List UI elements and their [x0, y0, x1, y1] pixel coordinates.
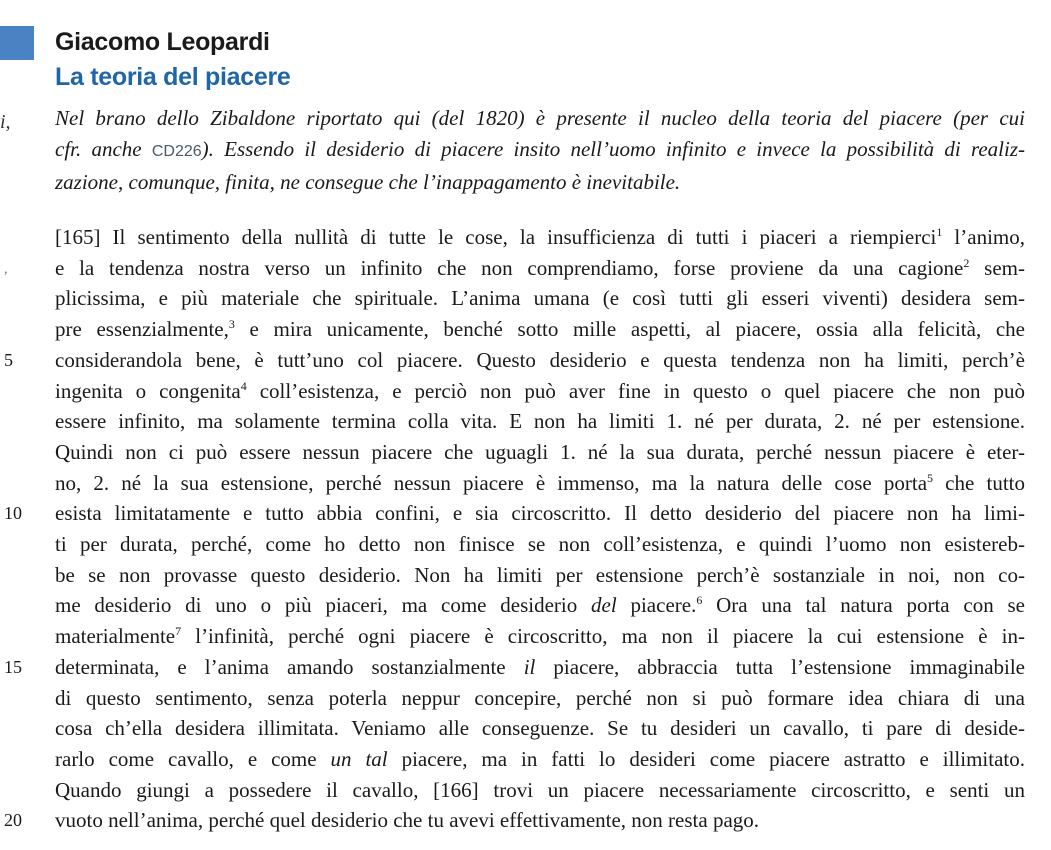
passage-line — [55, 376, 1025, 407]
passage-line — [55, 744, 1025, 775]
margin-mark: i, — [0, 111, 11, 133]
passage-text-segment: Quindi non ci può essere nessun piacere che uguagli 1. né la sua durata, perché nessun piacere è eter- — [55, 439, 1025, 464]
work-reference: Zibaldone — [210, 106, 296, 130]
passage-text-segment: vuoto nell’anima, perché quel desiderio che tu avevi effettivamente, non resta pago. — [55, 808, 760, 833]
passage-text-segment: esista limitatamente e tutto abbia confini, e sia circoscritto. Il detto desiderio del piacere non ha limi- — [55, 501, 1025, 526]
passage-text-segment: no, 2. né la sua estensione, perché nessun piacere è immenso, ma la natura delle cose porta — [55, 470, 928, 495]
margin-dot: , — [4, 262, 8, 277]
passage-line — [4, 652, 1026, 683]
emphasized-text: il — [523, 654, 536, 679]
passage-text-segment: piacere, ma in fatti lo desideri come piacere astratto e illimitato. — [387, 746, 1026, 771]
passage-line — [55, 560, 1025, 591]
passage-line — [4, 345, 1025, 376]
line-number: 20 — [4, 810, 22, 831]
passage-text-segment: che tutto — [933, 470, 1025, 495]
passage-text-segment: piacere, abbraccia tutta l’estensione immaginabile — [535, 654, 1026, 679]
passage-text-segment: ingenita o congenita — [55, 378, 241, 403]
passage-text-segment: di questo sentimento, senza poterla neppur concepire, perché non si può formare idea chiara di una — [55, 685, 1025, 710]
section-marker-square — [0, 26, 34, 60]
intro-line — [55, 167, 1025, 198]
footnote-marker[interactable]: 3 — [228, 317, 235, 332]
passage-line — [55, 283, 1025, 314]
line-number: 5 — [4, 349, 13, 370]
passage-text-segment: ti per durata, perché, come ho detto non finisce se non coll’esistenza, e quindi l’uomo non esistereb- — [55, 532, 1025, 557]
section-title: La teoria del piacere — [55, 63, 291, 91]
footnote-marker[interactable]: 4 — [240, 378, 247, 393]
passage-line — [55, 529, 1025, 560]
passage-text-segment: piacere. — [616, 593, 697, 618]
passage-text-segment: materialmente — [55, 624, 176, 649]
emphasized-text: un tal — [330, 746, 388, 771]
passage-line — [55, 437, 1025, 468]
passage-line — [55, 406, 1025, 437]
cd-reference-link[interactable]: CD226 — [151, 143, 202, 160]
passage-line — [4, 498, 1025, 529]
footnote-marker[interactable]: 7 — [175, 624, 182, 639]
passage-text-segment: plicissima, e più materiale che spirituale. L’anima umana (e così tutti gli esseri viventi) desidera sem- — [55, 286, 1025, 311]
passage-line — [55, 314, 1025, 345]
passage-text-segment: Quando giungi a possedere il cavallo, [166] trovi un piacere necessariamente circoscritto, e senti un — [55, 777, 1025, 802]
intro-text: zazione, comunque, finita, ne consegue che l’inappagamento è inevitabile. — [55, 170, 681, 194]
intro-text: ). Essendo il desiderio di piacere insito nell’uomo infinito e invece la possibilità di realiz- — [201, 137, 1025, 161]
author-heading: Giacomo Leopardi — [55, 28, 270, 56]
passage-line — [55, 713, 1025, 744]
passage-text-segment: pre essenzialmente, — [55, 317, 229, 342]
passage-line — [55, 775, 1025, 806]
passage-text-segment: be se non provasse questo desiderio. Non ha limiti per estensione perch’è sostanziale in noi, non co- — [55, 562, 1025, 587]
passage-line — [55, 683, 1025, 714]
intro-line — [55, 134, 1025, 167]
passage-text-segment: determinata, e l’anima amando sostanzialmente — [55, 654, 524, 679]
line-number: 15 — [4, 656, 22, 677]
intro-text: riportato qui (del 1820) è presente il nucleo della teoria del piacere (per cui — [295, 106, 1026, 130]
passage-text-segment: l’animo, — [942, 225, 1025, 249]
passage-text-segment: Ora una tal natura porta con se — [702, 593, 1025, 618]
footnote-marker[interactable]: 6 — [696, 593, 703, 608]
passage-text-segment: e la tendenza nostra verso un infinito che non comprendiamo, forse proviene da una cagione — [55, 255, 964, 280]
line-number: 10 — [4, 503, 22, 524]
intro-line — [55, 103, 1025, 134]
footnote-marker[interactable]: 5 — [927, 470, 934, 485]
passage-line — [55, 590, 1025, 621]
intro-text: cfr. anche — [55, 137, 152, 161]
passage-text-segment: cosa ch’ella desidera illimitata. Veniamo alle conseguenze. Se tu desideri un cavallo, ti pare di deside- — [55, 716, 1025, 741]
intro-text: Nel brano dello — [55, 106, 211, 130]
passage-text-segment: sem- — [969, 255, 1025, 280]
passage-text-segment: me desiderio di uno o più piaceri, ma come desiderio — [55, 593, 592, 618]
footnote-marker[interactable]: 1 — [936, 225, 943, 239]
passage-line — [55, 621, 1025, 652]
footnote-marker[interactable]: 2 — [963, 255, 970, 270]
passage-text-segment: [165] Il sentimento della nullità di tutte le cose, la insufficienza di tutti i piaceri a riempierci — [55, 225, 937, 249]
passage-line — [55, 253, 1025, 284]
passage-line — [55, 468, 1025, 499]
passage-text-segment: rarlo come cavallo, e come — [55, 746, 331, 771]
passage-line — [4, 805, 1025, 836]
emphasized-text: del — [591, 593, 617, 618]
passage-text-segment: essere infinito, ma solamente termina colla vita. E non ha limiti 1. né per durata, 2. né per estensione. — [55, 409, 1025, 434]
passage-text-segment: considerandola bene, è tutt’uno col piacere. Questo desiderio e questa tendenza non ha limiti, perch’è — [55, 347, 1025, 372]
intro-paragraph — [55, 103, 1025, 198]
passage-text-segment: coll’esistenza, e perciò non può aver fine in questo o quel piacere che non può — [246, 378, 1025, 403]
passage-text — [4, 222, 1026, 836]
passage-text-segment: e mira unicamente, benché sotto mille aspetti, al piacere, ossia alla felicità, che — [234, 317, 1026, 342]
passage-line — [55, 222, 1025, 253]
passage-text-segment: l’infinità, perché ogni piacere è circoscritto, ma non il piacere la cui estensione è in- — [181, 624, 1025, 649]
